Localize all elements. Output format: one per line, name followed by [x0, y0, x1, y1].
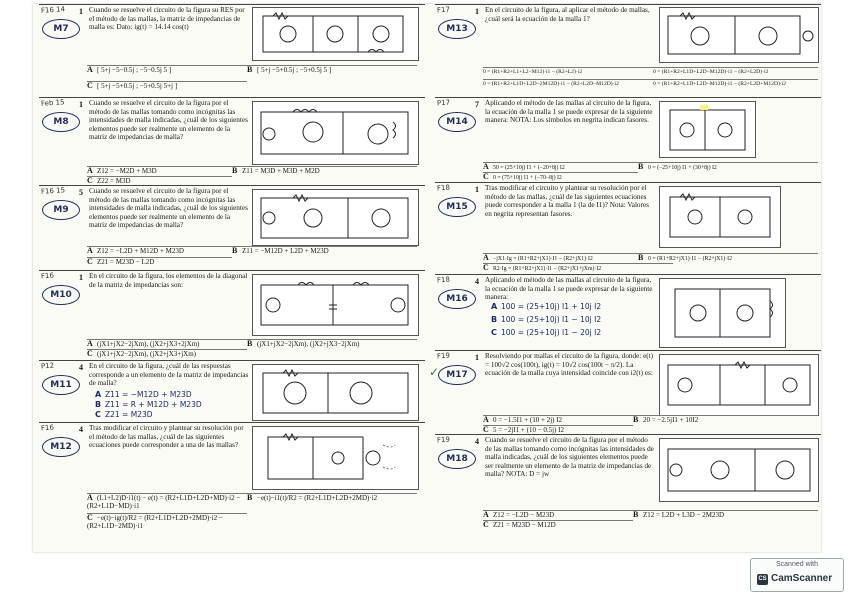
check-mark-icon: ✓ [429, 365, 440, 379]
question-id: M11 [42, 375, 80, 395]
camscanner-logo-icon: CS [757, 574, 768, 585]
left-column [39, 4, 425, 552]
option-c[interactable]: C [ 5+j −5+0.5j ; −5+0.5j 5+j ] [87, 81, 247, 90]
circuit-figure [252, 189, 419, 246]
circuit-figure [252, 274, 419, 336]
circuit-figure [659, 7, 819, 63]
answer-options [483, 253, 821, 275]
question-number: 4 [475, 437, 479, 446]
question-number: 4 [79, 363, 83, 372]
question-id: M17 [438, 365, 476, 385]
year-note: F18 [436, 275, 451, 285]
question-number: 1 [475, 353, 479, 362]
option-a[interactable]: A (L1+L2)D·i1(t) − e(t) = (R2+L1D+L2D+MD)·i2 − (R2+L1D−MD)·i1 [87, 493, 247, 512]
question-text: Resolviendo por mallas el circuito de la figura, donde: e(t) = 100√2 cos(100t), ig(t) = 10√2 cos(100t − π/2). La ecuación de la malla cuya intensidad coincide con i2(t) es: [485, 352, 654, 378]
circuit-figure [252, 101, 419, 165]
option-c[interactable]: C (jX1+jX2−2jXm), (jX2+jX3+jXm) [87, 349, 247, 358]
option-c[interactable]: C 5 = −2jI1 + (10 − 0.5j) I2 [483, 425, 633, 434]
option-a[interactable]: A Z12 = −L2D + M12D + M23D [87, 246, 232, 255]
option-a[interactable]: A 50 = (25+10j) I1 + (−20+8j) I2 [483, 162, 638, 172]
option-b[interactable]: B −e(t)−i1(t)/R2 = (R2+L1D+L2D+2MD)·i2 [247, 493, 417, 512]
question-text: En el circuito de la figura, ¿cuál de las respuestas corresponde a un elemento de la matriz de impedancias de malla? [89, 362, 249, 388]
option-a[interactable]: A Z12 = −M2D + M3D [87, 166, 232, 175]
question-text: Cuando se resuelve el circuito de la figura su RES por el método de las mallas, la matriz de impedancias de malla es: Dato: ig(t) = 14.14 cos(t) [89, 6, 245, 32]
option-b[interactable]: B 20 = −2.5jI1 + 10I2 [633, 415, 818, 424]
option-c[interactable]: C 100 = (25+10j) I1 − 20j I2 [491, 328, 602, 337]
question-text: Tras modificar el circuito y plantear su resolución por el método de las mallas, ¿cuál de las siguientes ecuaciones puede corresponder a la malla 1 (la de I1)? Nota: Valores en negrita representan fasores. [485, 184, 649, 218]
year-note: F17 [436, 5, 451, 15]
question-id: M14 [438, 112, 476, 132]
year-note: F16 [40, 271, 55, 281]
question-id: M12 [42, 437, 80, 457]
option-a[interactable]: A Z12 = −L2D − M23D [483, 510, 633, 519]
year-note: F19 [436, 351, 451, 361]
question-text: Cuando se resuelve el circuito de la figura por el método de las mallas tomando como incógnitas las intensidades de malla indicadas, ¿cuál de los siguientes elementos puede ser realmente un elemento de la matriz de impedancias de malla? [89, 99, 248, 142]
option-c[interactable]: C Z21 = M23D [95, 410, 153, 419]
year-note: P12 [40, 361, 55, 371]
answer-options [87, 493, 425, 552]
question-id: M10 [42, 285, 80, 305]
option-b[interactable]: B (jX1+jX2−2jXm), (jX2+jX3−2jXm) [247, 339, 417, 348]
circuit-figure [659, 278, 786, 348]
question-M12 [39, 422, 425, 552]
question-M14 [435, 97, 821, 183]
year-note: F16 15 [40, 186, 66, 196]
scanned-exam-sheet [33, 4, 821, 552]
question-id: M8 [42, 112, 80, 132]
circuit-figure [659, 186, 781, 248]
circuit-figure [252, 426, 419, 490]
camscanner-watermark [750, 558, 844, 592]
year-note: F16 14 [40, 5, 66, 15]
question-number: 7 [475, 100, 479, 109]
option-b[interactable]: B 0 = (R1+R2+jX1)·I1 − (R2+jX1)·I2 [638, 253, 818, 263]
question-M17 [429, 350, 821, 435]
watermark-brand: CamScanner [771, 573, 833, 584]
question-text: Cuando se resuelve el circuito de la figura por el método de las mallas tomando como incógnitas las intensidades de malla indicadas, ¿cuál de los siguientes elementos puede ser realmente un elemento de la matriz de impedancias de malla? [89, 187, 248, 230]
question-M13 [435, 4, 821, 98]
option-b[interactable]: B Z12 = L2D + L3D − 2M23D [633, 510, 818, 519]
option-c[interactable]: C 0 = (75+10j) I1 + (−70−8j) I2 [483, 172, 638, 182]
question-text: Aplicando el método de las mallas al circuito de la figura, la ecuación de la malla 1 se puede expresar de la siguiente manera: [485, 276, 653, 302]
answer-options [87, 65, 425, 97]
answer-options [87, 246, 425, 270]
question-text: Cuando se resuelve el circuito de la figura por el método de las mallas tomando como incógnitas las intensidades de malla indicadas, ¿cuál de los siguientes elementos puede ser realmente un elemento de la matriz de impedancias de malla? NOTA: D = jw [485, 436, 654, 479]
question-number: 1 [475, 7, 479, 16]
question-number: 4 [475, 277, 479, 286]
circuit-figure [252, 364, 419, 421]
answer-options [483, 67, 821, 97]
year-note: F16 [40, 423, 55, 433]
option-c[interactable]: C R2·Ig = (R1+R2+jX1)·I1 − (R2+jX1+jXm)·I2 [483, 263, 673, 273]
option-1[interactable]: 0 = (R1+R2+L1+L2−M12)·i1 − (R2+L2)·i2 [483, 67, 653, 76]
question-number: 1 [79, 273, 83, 282]
option-a[interactable]: A 0 = −1.5I1 + (10 + 2j) I2 [483, 415, 633, 424]
question-text: Aplicando el método de las mallas al circuito de la figura, la ecuación de la malla 1 se puede expresar de la siguiente manera: NOTA: Los símbolos en negrita indican fasores. [485, 99, 653, 125]
option-b[interactable]: B 0 = (−25+10j) I1 + (30+8j) I2 [638, 162, 818, 172]
question-number: 5 [79, 188, 83, 197]
right-column [429, 4, 821, 552]
answer-options [87, 166, 425, 186]
year-note: Feb 15 [40, 98, 65, 108]
option-b[interactable]: B 100 = (25+10j) I1 − 10j I2 [491, 315, 602, 324]
question-M7 [39, 4, 425, 98]
year-note: F18 [436, 183, 451, 193]
question-number: 1 [79, 7, 83, 16]
answer-options [483, 510, 821, 534]
question-M9 [39, 185, 425, 271]
question-M16 [435, 274, 821, 351]
question-id: M15 [438, 197, 476, 217]
option-c[interactable]: C Z21 = M23D − L2D [87, 257, 232, 266]
watermark-caption: Scanned with [775, 561, 819, 568]
question-number: 1 [79, 100, 83, 109]
question-number: 4 [79, 425, 83, 434]
question-id: M18 [438, 449, 476, 469]
option-a[interactable]: A Z11 = −M12D + M23D [95, 390, 192, 399]
option-c[interactable]: C Z21 = M23D − M12D [483, 520, 633, 529]
question-id: M16 [438, 289, 476, 309]
question-M10 [39, 270, 425, 361]
circuit-figure [659, 101, 756, 158]
option-c[interactable]: C −e(t)−ig(t)/R2 = (R2+L1D+L2D+2MD)·i2 − (R2+L1D−2MD)·i1 [87, 513, 247, 540]
question-text: Tras modificar el circuito y plantear su resolución por el método de las mallas, ¿cuál de las siguientes ecuaciones puede corresponder a una de las mallas? [89, 424, 244, 450]
option-b[interactable]: B [ 5+j −5+0.5j ; −5+0.5j 5 ] [247, 65, 417, 74]
question-M11 [39, 360, 425, 423]
option-a[interactable]: A 100 = (25+10j) I1 + 10j I2 [491, 302, 602, 311]
option-4[interactable]: 0 = (R1+R2+L1D+L2D−M12D)·i1 − (R2+L2D+M12D)·i2 [653, 79, 818, 88]
question-id: M9 [42, 200, 80, 220]
answer-options [483, 162, 821, 182]
circuit-figure [659, 438, 819, 502]
option-c[interactable]: C Z22 = M3D [87, 176, 232, 185]
question-M18 [435, 434, 821, 535]
option-a[interactable]: A −jX1·Ig = (R1+R2+jX1)·I1 − (R2+jX1)·I2 [483, 253, 638, 263]
question-M8 [39, 97, 425, 186]
option-a[interactable]: A (jX1+jX2−2jXm), (jX2+jX3+2jXm) [87, 339, 247, 348]
option-2[interactable]: 0 = (R1+R2+L1D+L2D−M12D)·i1 − (R2+L2D)·i2 [653, 67, 818, 76]
option-b[interactable]: B Z11 = R + M12D + M23D [95, 400, 202, 409]
circuit-figure [659, 354, 819, 416]
question-text: En el circuito de la figura, los elementos de la diagonal de la matriz de impedancias son: [89, 272, 248, 289]
circuit-figure [252, 7, 419, 61]
answer-options [483, 415, 821, 435]
option-a[interactable]: A [ 5+j −5−0.5j ; −5−0.5j 5 ] [87, 65, 247, 74]
question-text: En el circuito de la figura, al aplicar el método de mallas, ¿cuál será la ecuación de la malla 1? [485, 6, 650, 23]
year-note: F19 [436, 435, 451, 445]
question-number: 1 [475, 185, 479, 194]
year-note: P17 [436, 98, 451, 108]
option-3[interactable]: 0 = (R1+R2+L1D+L2D−2M12D)·i1 − (R2+L2D−M12D)·i2 [483, 79, 653, 88]
option-b[interactable]: B Z11 = −M12D + L2D + M23D [232, 246, 417, 255]
answer-options [87, 339, 425, 361]
question-id: M7 [42, 19, 80, 39]
question-id: M13 [438, 19, 476, 39]
question-M15 [435, 182, 821, 275]
option-b[interactable]: B Z11 = M3D + M3D + M2D [232, 166, 417, 175]
answer-options [95, 391, 245, 423]
answer-options [491, 303, 651, 347]
